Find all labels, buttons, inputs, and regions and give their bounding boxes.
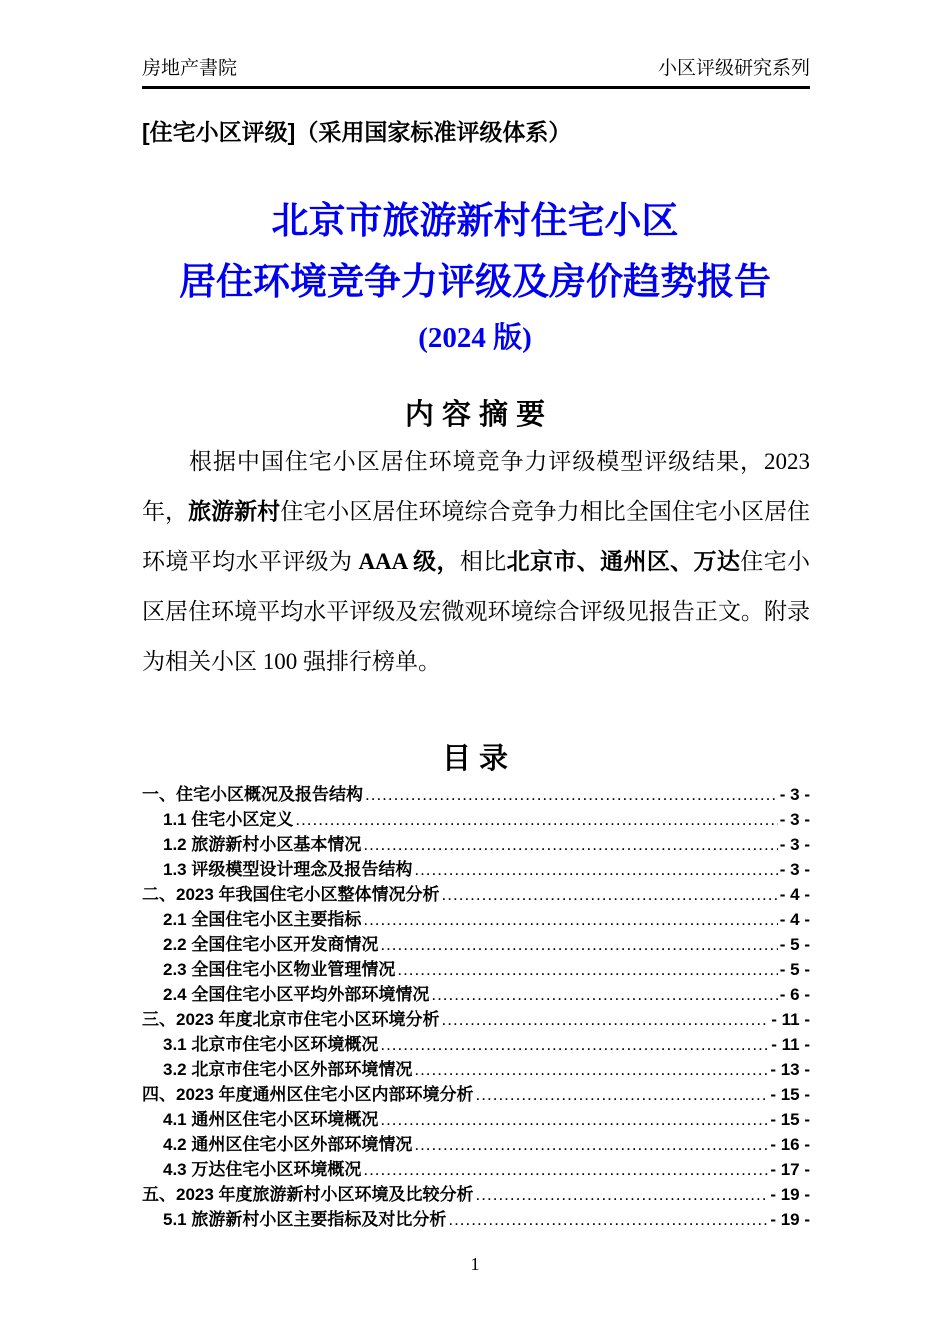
toc-heading: 目 录	[441, 743, 509, 775]
toc-entry-page: - 15 -	[770, 1110, 810, 1129]
toc-entry	[142, 1107, 810, 1132]
abstract-segment: 相比	[459, 549, 507, 574]
abstract-segment: AAA 级，	[358, 549, 460, 574]
toc-entry-page: - 5 -	[779, 960, 810, 979]
toc-entry	[142, 1157, 810, 1182]
toc-entry-page: - 17 -	[770, 1160, 810, 1179]
page-number: 1	[470, 1254, 480, 1274]
abstract-segment: 根据中国住宅小区居住环境竞争力评级模型评级结果，2023 年，	[142, 449, 810, 524]
toc-entry-page: - 11 -	[771, 1010, 810, 1029]
toc-dot-leader	[414, 1132, 768, 1157]
toc-entry-title: 5.1 旅游新村小区主要指标及对比分析	[163, 1210, 447, 1229]
toc-entry-title: 4.3 万达住宅小区环境概况	[163, 1160, 362, 1179]
toc-entry-title: 1.2 旅游新村小区基本情况	[163, 835, 362, 854]
header-left-text: 房地产書院	[142, 58, 238, 79]
toc-dot-leader	[397, 957, 777, 982]
toc-dot-leader	[380, 1032, 769, 1057]
toc-entry-page: - 3 -	[779, 835, 810, 854]
abstract-segment: 住宅小区居住环境平均水平评级及宏微观环境综合评级见报告正文。附录为相关小区 100 强排行榜单。	[142, 549, 811, 674]
toc-entry-page: - 15 -	[770, 1085, 810, 1104]
toc-entry-title: 4.2 通州区住宅小区外部环境情况	[163, 1135, 413, 1154]
toc-entry	[142, 1182, 810, 1207]
toc-dot-leader	[476, 1182, 769, 1207]
toc-dot-leader	[363, 832, 777, 857]
toc-entry-page: - 6 -	[779, 985, 810, 1004]
toc-entry	[142, 1207, 810, 1232]
toc-entry-page: - 3 -	[779, 785, 810, 804]
abstract-heading: 内 容 摘 要	[404, 399, 546, 431]
toc-entry-page: - 19 -	[770, 1185, 810, 1204]
toc-dot-leader	[476, 1082, 769, 1107]
toc-dot-leader	[380, 932, 777, 957]
toc-entry-page: - 13 -	[770, 1060, 810, 1079]
toc-entry	[142, 932, 810, 957]
toc-entry	[142, 807, 810, 832]
classification-line: [住宅小区评级]（采用国家标准评级体系）	[142, 119, 572, 145]
abstract-segment: 住宅小区居住环境综合竞争力相比全国住宅小区居住环境平均水平评级为	[142, 499, 811, 574]
toc-dot-leader	[414, 1057, 768, 1082]
toc-entry-page: - 4 -	[779, 885, 810, 904]
toc-entry-title: 3.1 北京市住宅小区环境概况	[163, 1035, 379, 1054]
toc-entry-page: - 4 -	[779, 910, 810, 929]
abstract-segment: 旅游新村	[188, 499, 281, 524]
report-title-line2: 居住环境竞争力评级及房价趋势报告	[179, 262, 771, 303]
toc-entry-page: - 16 -	[770, 1135, 810, 1154]
toc-dot-leader	[431, 982, 777, 1007]
toc-entry-title: 2.2 全国住宅小区开发商情况	[163, 935, 379, 954]
toc-entry	[142, 857, 810, 882]
toc-dot-leader	[448, 1207, 768, 1232]
toc-entry-title: 四、2023 年度通州区住宅小区内部环境分析	[142, 1085, 474, 1104]
toc-entry-title: 三、2023 年度北京市住宅小区环境分析	[142, 1010, 440, 1029]
toc-entry-page: - 3 -	[779, 810, 810, 829]
toc-entry-title: 一、住宅小区概况及报告结构	[142, 785, 363, 804]
toc-entry-page: - 19 -	[770, 1210, 810, 1229]
toc-entry-title: 1.3 评级模型设计理念及报告结构	[163, 860, 413, 879]
toc-entry	[142, 1082, 810, 1107]
toc-entry	[142, 882, 810, 907]
toc-entry-title: 3.2 北京市住宅小区外部环境情况	[163, 1060, 413, 1079]
toc-dot-leader	[363, 907, 777, 932]
toc-entry-page: - 3 -	[779, 860, 810, 879]
toc-entry	[142, 982, 810, 1007]
toc-dot-leader	[442, 1007, 770, 1032]
toc-entry-title: 五、2023 年度旅游新村小区环境及比较分析	[142, 1185, 474, 1204]
toc-dot-leader	[295, 807, 777, 832]
toc-entry	[142, 907, 810, 932]
toc-dot-leader	[363, 1157, 768, 1182]
toc-entry-title: 2.3 全国住宅小区物业管理情况	[163, 960, 396, 979]
toc-entry-title: 二、2023 年我国住宅小区整体情况分析	[142, 885, 440, 904]
abstract-paragraph	[142, 437, 810, 687]
toc-entry	[142, 832, 810, 857]
toc-dot-leader	[414, 857, 777, 882]
toc-entry-title: 2.1 全国住宅小区主要指标	[163, 910, 362, 929]
report-edition: (2024 版)	[418, 322, 532, 354]
toc-entry	[142, 1007, 810, 1032]
toc-entry	[142, 957, 810, 982]
toc-entry	[142, 1057, 810, 1082]
abstract-segment: 北京市、通州区、万达	[506, 549, 741, 574]
page-header	[142, 58, 810, 89]
toc-dot-leader	[442, 882, 778, 907]
toc-entry-page: - 11 -	[771, 1035, 810, 1054]
toc-entry-page: - 5 -	[779, 935, 810, 954]
toc-dot-leader	[380, 1107, 768, 1132]
report-title-line1: 北京市旅游新村住宅小区	[271, 201, 679, 242]
header-right-text: 小区评级研究系列	[657, 58, 810, 79]
toc-list	[142, 782, 810, 1232]
toc-entry	[142, 782, 810, 807]
toc-entry-title: 1.1 住宅小区定义	[163, 810, 294, 829]
toc-entry	[142, 1132, 810, 1157]
toc-entry	[142, 1032, 810, 1057]
toc-dot-leader	[365, 782, 778, 807]
toc-entry-title: 2.4 全国住宅小区平均外部环境情况	[163, 985, 430, 1004]
toc-entry-title: 4.1 通州区住宅小区环境概况	[163, 1110, 379, 1129]
